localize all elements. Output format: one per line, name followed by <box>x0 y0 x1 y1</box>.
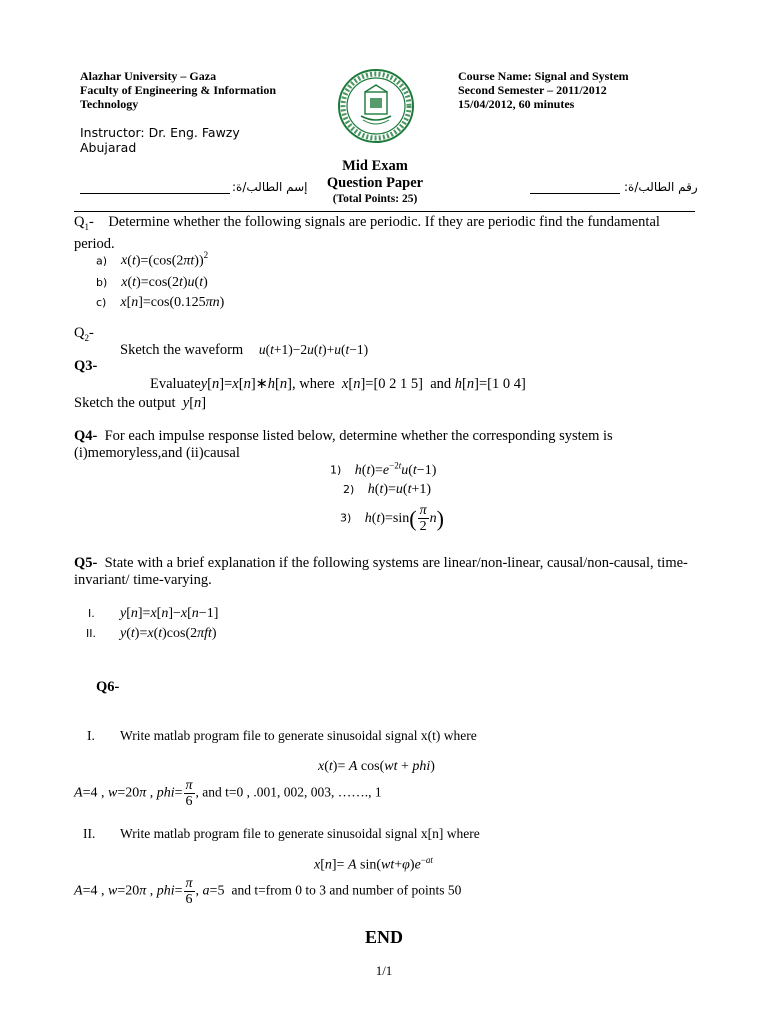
q5-item-2: II. y(t)=x(t)cos(2πft) <box>86 626 217 641</box>
faculty-line-1: Faculty of Engineering & Information <box>80 83 276 97</box>
paper-title: Question Paper <box>326 175 424 191</box>
q6-part-2-params: A=4 , w=20π , phi= $\frac{\pi}{6}$ , a=5 and t=from 0 to 3 and number of points 50 <box>74 876 462 907</box>
course-info <box>458 69 698 111</box>
student-id-line[interactable] <box>530 182 620 194</box>
q5-text: State with a brief explanation if the following systems are linear/non-linear, causal/non-causal, time-invariant/ time-varying. <box>74 555 688 588</box>
q2-text: Sketch the waveform u(t+1)−2u(t)+u(t−1) <box>120 342 369 358</box>
university-info <box>80 69 320 111</box>
q1-number: $Q_1-$ <box>74 214 94 232</box>
student-id-label: رقم الطالب/ة: <box>624 180 698 194</box>
instructor-line-1: Instructor: Dr. Eng. Fawzy <box>80 125 240 140</box>
question-5 <box>74 555 699 589</box>
q6-part-2-label: II. <box>83 826 96 841</box>
university-logo <box>337 68 415 144</box>
student-name-label: إسم الطالب/ة: <box>232 180 308 194</box>
student-name-line[interactable] <box>80 182 230 194</box>
instructor-line-2: Abujarad <box>80 140 137 155</box>
q4-number: Q4- <box>74 428 98 444</box>
q6-number: Q6- <box>96 679 120 695</box>
q4-item-1: 1) $h(t)=e^{-2t}u(t-1)$ <box>330 460 437 478</box>
instructor <box>80 125 240 155</box>
q3-text: Evaluatey[n]=x[n]∗h[n], where x[n]=[0 2 1 5] and h[n]=[1 0 4] <box>150 376 526 392</box>
q2-number: $Q_2-$ <box>74 325 94 343</box>
q6-part-2-text: Write matlab program file to generate sinusoidal signal x[n] where <box>120 826 480 841</box>
q4-text: For each impulse response listed below, determine whether the corresponding system is (i)memoryless,and (ii)causal <box>74 428 613 461</box>
university-name: Alazhar University – Gaza <box>80 69 217 83</box>
total-points: (Total Points: 25) <box>332 193 418 205</box>
q3-number: Q3- <box>74 358 98 374</box>
faculty-line-2: Technology <box>80 97 139 111</box>
exam-title: Mid Exam <box>342 158 408 174</box>
q1-text: Determine whether the following signals are periodic. If they are periodic find the fundamental period. <box>74 214 660 252</box>
q5-number: Q5- <box>74 555 98 571</box>
q6-part-1-formula: x(t)= A cos(wt + phi) <box>318 759 435 774</box>
exam-title-block <box>290 158 460 206</box>
exam-date: 15/04/2012, 60 minutes <box>458 97 575 111</box>
q1-item-c: c) x[n]=cos(0.125πn) <box>96 295 225 310</box>
q4-item-3: 3) h(t)=sin( $\frac{\pi}{2}$ n) <box>340 503 444 534</box>
header-divider <box>74 211 695 212</box>
q1-item-b: b) x(t)=cos(2t)u(t) <box>96 275 208 290</box>
question-4 <box>74 428 699 462</box>
q3-sketch: Sketch the output y[n] <box>74 395 207 411</box>
q4-item-2: 2) h(t)=u(t+1) <box>343 482 432 497</box>
q6-part-1-label: I. <box>87 728 95 743</box>
q6-part-2-formula: x[n]= A $\sin(wt+\varphi)e^{-at}$ <box>314 855 433 873</box>
q1-item-a: a) $x(t)=(\cos(2\pi t))^2$ <box>96 250 209 269</box>
semester: Second Semester – 2011/2012 <box>458 83 607 97</box>
question-1 <box>74 214 699 253</box>
q6-part-1-params: A=4 , w=20π , phi= $\frac{\pi}{6}$ , and t=0 , .001, 002, 003, ……., 1 <box>74 778 382 809</box>
course-name: Course Name: Signal and System <box>458 69 629 83</box>
page-number: 1/1 <box>375 963 393 978</box>
university-seal-icon <box>337 68 415 144</box>
q6-part-1-text: Write matlab program file to generate sinusoidal signal x(t) where <box>120 728 477 743</box>
q5-item-1: I. y[n]=x[n]−x[n−1] <box>88 606 219 621</box>
end-marker: END <box>364 927 403 947</box>
